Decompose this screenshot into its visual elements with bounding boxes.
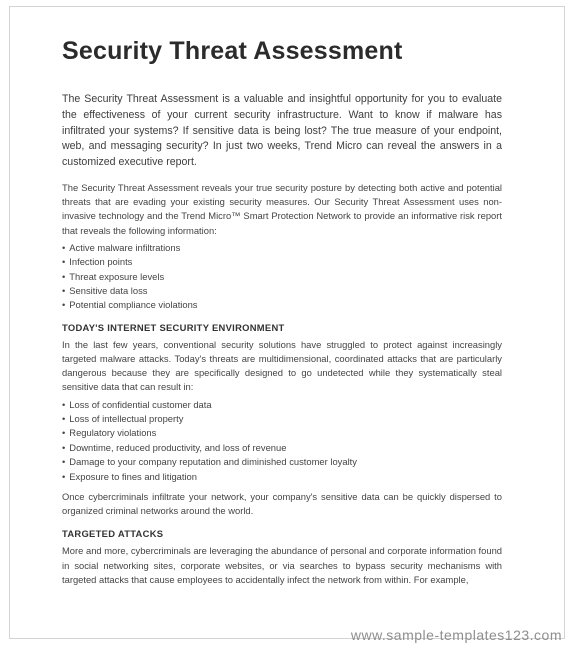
- list-item: • Potential compliance violations: [62, 298, 502, 312]
- document-page: [62, 36, 502, 587]
- list-item: • Downtime, reduced productivity, and loss of revenue: [62, 441, 502, 455]
- list-item: • Infection points: [62, 255, 502, 269]
- list-item: • Damage to your company reputation and diminished customer loyalty: [62, 455, 502, 469]
- dispersal-paragraph: Once cybercriminals infiltrate your network, your company's sensitive data can be quickly dispersed to organized criminal networks around the world.: [62, 491, 502, 517]
- section-heading-environment: TODAY'S INTERNET SECURITY ENVIRONMENT: [62, 321, 285, 333]
- list-item: • Active malware infiltrations: [62, 241, 502, 255]
- document-title: Security Threat Assessment: [62, 37, 403, 65]
- risks-list: [62, 398, 502, 484]
- list-item: • Threat exposure levels: [62, 270, 502, 284]
- list-item: • Loss of intellectual property: [62, 412, 502, 426]
- list-item: • Exposure to fines and litigation: [62, 470, 502, 484]
- lead-paragraph: The Security Threat Assessment is a valuable and insightful opportunity for you to evaluate the effectiveness of your current security infrastructure. Want to know if malware has infiltrated your systems? If sensitive data is being lost? The true measure of your endpoint, web, and messaging security? In just two weeks, Trend Micro can reveal the answers in a customized executive report.: [62, 93, 502, 169]
- intro-paragraph: The Security Threat Assessment reveals your true security posture by detecting both active and potential threats that are evading your existing security measures. Our Security Threat Assessment uses non-invasive technology and the Trend Micro™ Smart Protection Network to provide an informative risk report that reveals the following information:: [62, 181, 502, 236]
- targeted-attacks-paragraph: More and more, cybercriminals are leveraging the abundance of personal and corporate information found in social networking sites, corporate websites, or via searches to bypass security mechanisms with targeted attacks that cause employees to accidentally infect the network from within. For example,: [62, 545, 502, 585]
- list-item: • Sensitive data loss: [62, 284, 502, 298]
- environment-paragraph: In the last few years, conventional security solutions have struggled to protect against increasingly targeted malware attacks. Today's threats are multidimensional, coordinated attacks that are particularly dangerous because they are specifically designed to go undetected while they systematically steal sensitive data that can result in:: [62, 338, 502, 393]
- section-heading-targeted-attacks: TARGETED ATTACKS: [62, 528, 164, 540]
- list-item: • Regulatory violations: [62, 426, 502, 440]
- findings-list: [62, 241, 502, 313]
- list-item: • Loss of confidential customer data: [62, 398, 502, 412]
- watermark: www.sample-templates123.com: [350, 627, 562, 643]
